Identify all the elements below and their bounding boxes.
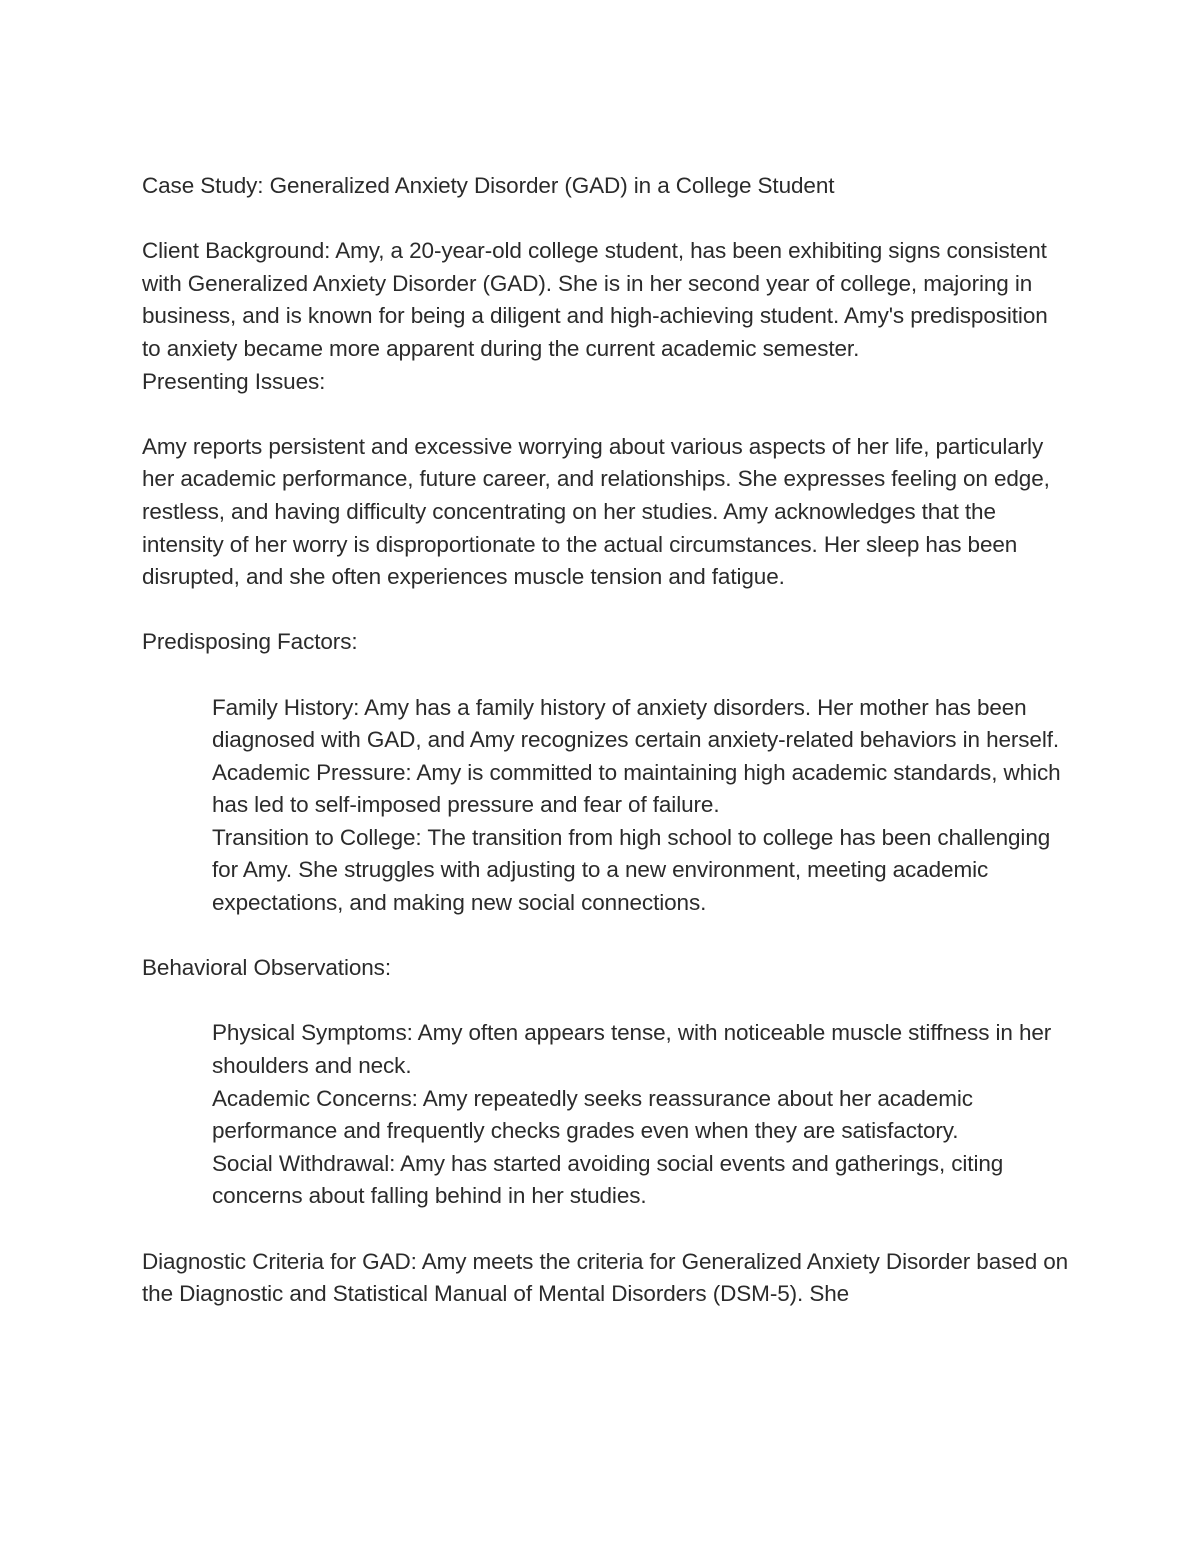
client-background-paragraph: Client Background: Amy, a 20-year-old college student, has been exhibiting signs consistent with Generalized Anxiety Disorder (GAD). She is in her second year of college, majoring in business, and is known for being a diligent and high-achieving student. Amy's predisposition to anxiety became more apparent during the current academic semester. [142,238,1048,361]
spacer [142,398,1072,431]
predisposing-factors-list [142,692,1072,920]
behavioral-observations-list [142,1017,1072,1213]
presenting-issues-paragraph: Amy reports persistent and excessive worrying about various aspects of her life, particularly her academic performance, future career, and relationships. She expresses feeling on edge, restless, and having difficulty concentrating on her studies. Amy acknowledges that the intensity of her worry is disproportionate to the actual circumstances. Her sleep has been disrupted, and she often experiences muscle tension and fatigue. [142,433,1050,590]
spacer [142,594,1072,627]
predisposing-factors-heading: Predisposing Factors: [142,629,358,655]
list-item: Transition to College: The transition from high school to college has been challenging for Amy. She struggles with adjusting to a new environment, meeting academic expectations, and making new social connections. [212,824,1051,916]
diagnostic-criteria-paragraph: Diagnostic Criteria for GAD: Amy meets the criteria for Generalized Anxiety Disorder based on the Diagnostic and Statistical Manual of Mental Disorders (DSM-5). She [142,1248,1069,1307]
spacer [142,1213,1072,1246]
document-title: Case Study: Generalized Anxiety Disorder (GAD) in a College Student [142,173,835,198]
list-item: Social Withdrawal: Amy has started avoiding social events and gatherings, citing concerns about falling behind in her studies. [212,1150,1004,1209]
document-page [142,170,1072,1311]
spacer [142,920,1072,953]
list-item: Family History: Amy has a family history of anxiety disorders. Her mother has been diagnosed with GAD, and Amy recognizes certain anxiety-related behaviors in herself. [212,694,1060,753]
spacer [142,203,1072,236]
list-item: Academic Concerns: Amy repeatedly seeks reassurance about her academic performance and frequently checks grades even when they are satisfactory. [212,1085,973,1144]
behavioral-observations-heading: Behavioral Observations: [142,955,391,981]
list-item: Academic Pressure: Amy is committed to maintaining high academic standards, which has led to self-imposed pressure and fear of failure. [212,759,1061,818]
presenting-issues-heading: Presenting Issues: [142,368,326,394]
spacer [142,985,1072,1018]
spacer [142,659,1072,692]
list-item: Physical Symptoms: Amy often appears tense, with noticeable muscle stiffness in her shoulders and neck. [212,1020,1052,1079]
